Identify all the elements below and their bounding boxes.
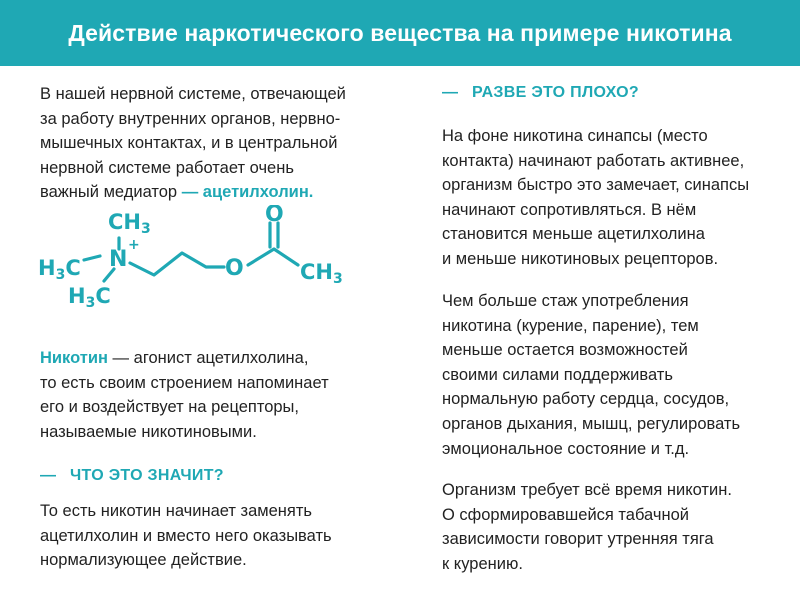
synapse-line: организм быстро это замечает, синапсы	[442, 176, 750, 195]
experience-paragraph	[442, 289, 782, 461]
dependence-paragraph	[442, 478, 782, 576]
nicotine-line: его и воздействует на рецепторы,	[40, 398, 300, 417]
synapse-line: На фоне никотина синапсы (место	[442, 127, 708, 145]
intro-paragraph	[40, 82, 380, 205]
dependence-line: Организм требует всё время никотин.	[442, 481, 732, 499]
experience-line: органов дыхания, мышц, регулировать	[442, 414, 741, 433]
nicotine-line	[40, 346, 380, 371]
nicotine-line: называемые никотиновыми.	[40, 422, 257, 441]
experience-line: меньше остается возможностей	[442, 341, 688, 360]
dependence-line: зависимости говорит утренняя тяга	[442, 530, 714, 549]
oxygen-carbonyl-label: O	[265, 205, 284, 227]
nitrogen-label: N	[109, 247, 128, 272]
bond-n-left	[84, 256, 100, 260]
heading-text: РАЗВЕ ЭТО ПЛОХО?	[472, 84, 640, 101]
bond-chain	[130, 253, 224, 275]
answer-line: То есть никотин начинает заменять	[40, 502, 312, 520]
page-title: Действие наркотического вещества на примере никотина	[68, 19, 732, 46]
heading-dash: —	[442, 84, 459, 101]
heading-dash: —	[40, 467, 57, 484]
intro-text: важный медиатор	[40, 183, 182, 202]
intro-line: за работу внутренних органов, нервно-	[40, 109, 341, 128]
experience-line: своими силами поддерживать	[442, 365, 673, 384]
acetylcholine-highlight: — ацетилхолин.	[181, 183, 314, 202]
answer-paragraph	[40, 499, 380, 573]
intro-line: В нашей нервной системе, отвечающей	[40, 85, 346, 103]
synapse-line: контакта) начинают работать активнее,	[442, 151, 745, 170]
experience-line: эмоциональное состояние и т.д.	[442, 439, 690, 458]
synapse-paragraph	[442, 124, 782, 272]
ch3-top-label: CH3	[108, 210, 151, 237]
acetylcholine-structure-diagram	[36, 205, 366, 310]
nicotine-line: то есть своим строением напоминает	[40, 373, 329, 392]
intro-line	[40, 180, 380, 205]
experience-line: никотина (курение, парение), тем	[442, 316, 699, 335]
intro-line: нервной системе работает очень	[40, 158, 294, 177]
experience-line: Чем больше стаж употребления	[442, 292, 689, 310]
nicotine-paragraph	[40, 346, 380, 444]
h3c-bottom-label: H3C	[68, 284, 111, 310]
synapse-line: и меньше никотиновых рецепторов.	[442, 249, 719, 268]
dependence-line: к курению.	[442, 554, 523, 573]
answer-line: нормализующее действие.	[40, 551, 247, 570]
h3c-left-label: H3C	[38, 256, 81, 283]
experience-line: нормальную работу сердца, сосудов,	[442, 390, 730, 409]
oxygen-ester-label: O	[225, 256, 244, 281]
ch3-right-label: CH3	[300, 260, 343, 287]
section-heading-is-it-bad	[442, 84, 639, 102]
nicotine-highlight: Никотин	[40, 349, 108, 367]
section-heading-what-it-means	[40, 467, 224, 485]
page-header	[0, 0, 800, 66]
intro-line: мышечных контактах, и в центральной	[40, 134, 338, 153]
heading-text: ЧТО ЭТО ЗНАЧИТ?	[70, 467, 224, 484]
dependence-line: О сформировавшейся табачной	[442, 505, 689, 524]
nicotine-text: — агонист ацетилхолина,	[107, 349, 309, 367]
bond-ester	[248, 249, 298, 265]
synapse-line: становится меньше ацетилхолина	[442, 225, 705, 244]
plus-charge: +	[128, 237, 140, 253]
answer-line: ацетилхолин и вместо него оказывать	[40, 526, 332, 545]
synapse-line: начинают сопротивляться. В нём	[442, 200, 697, 219]
